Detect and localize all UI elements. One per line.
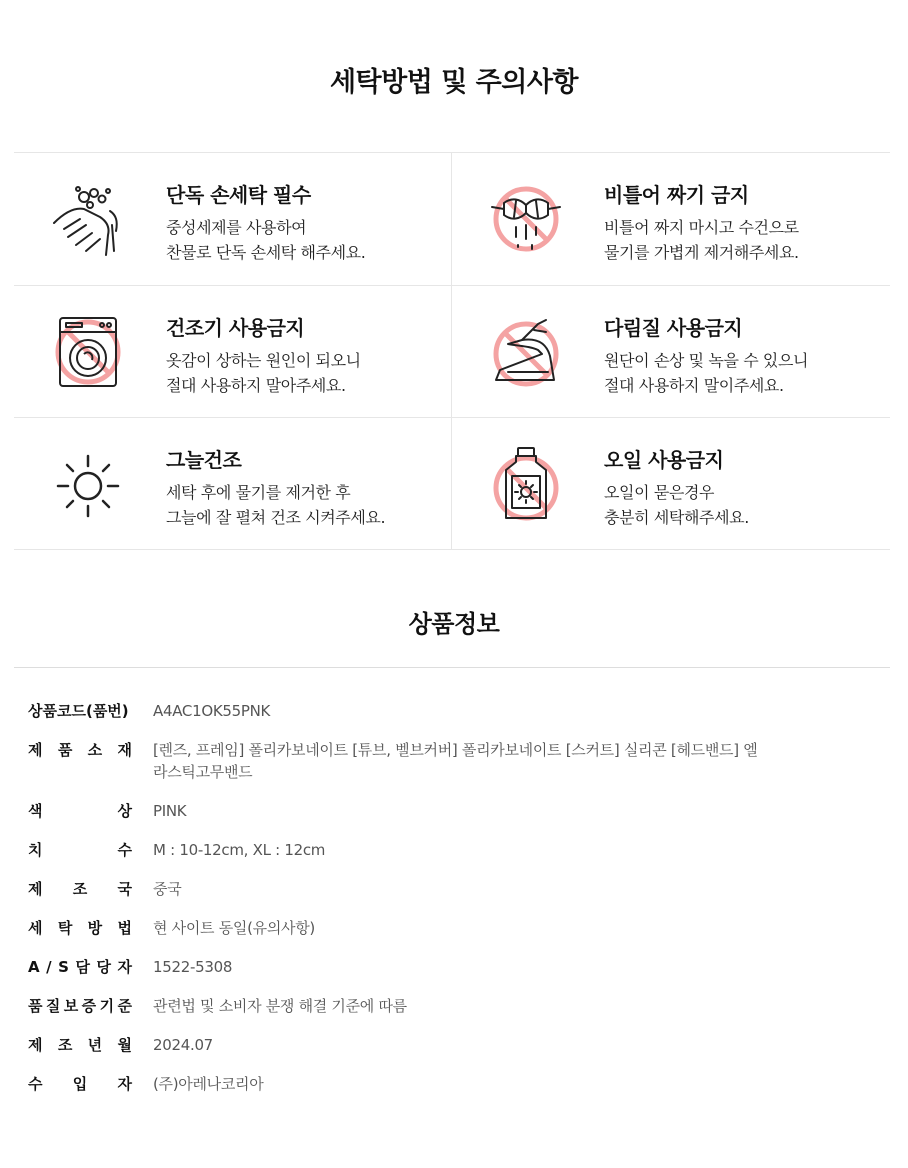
info-row <box>28 1073 888 1095</box>
care-item-title: 건조기 사용금지 <box>166 316 305 340</box>
care-item-handwash <box>14 153 451 285</box>
no-oil-icon <box>488 446 564 522</box>
sun-icon <box>50 446 126 522</box>
info-label: 제 품 소 재 <box>28 741 132 759</box>
info-value: [렌즈, 프레임] 폴리카보네이트 [튜브, 벨브커버] 폴리카보네이트 [스커트] 실리콘 [헤드밴드] 엘라스틱고무밴드 <box>153 741 758 781</box>
info-label: 색 상 <box>28 802 132 820</box>
info-value: M : 10-12cm, XL : 12cm <box>153 841 326 859</box>
info-row <box>28 700 888 722</box>
info-row <box>28 956 888 978</box>
care-item-shade-dry <box>14 418 451 550</box>
care-item-title: 그늘건조 <box>166 448 242 472</box>
care-item-no-dryer <box>14 286 451 418</box>
info-label: 세 탁 방 법 <box>28 919 132 937</box>
care-item-no-wring <box>452 153 889 285</box>
care-item-title: 비틀어 짜기 금지 <box>604 183 749 207</box>
info-label: 상품코드(품번) <box>28 702 129 720</box>
product-info-table <box>28 700 888 1112</box>
care-item-title: 다림질 사용금지 <box>604 316 743 340</box>
no-iron-icon <box>488 314 564 390</box>
info-value: 1522-5308 <box>153 958 233 976</box>
info-value: 2024.07 <box>153 1036 213 1054</box>
info-row <box>28 800 888 822</box>
handwash-icon <box>50 181 126 257</box>
info-value: 현 사이트 동일(유의사항) <box>153 919 315 937</box>
info-row <box>28 917 888 939</box>
care-item-description: 원단이 손상 및 녹을 수 있으니 절대 사용하지 말이주세요. <box>604 351 809 395</box>
care-item-description: 오일이 묻은경우 충분히 세탁해주세요. <box>604 483 749 527</box>
info-row <box>28 1034 888 1056</box>
product-info-title: 상품정보 <box>408 610 500 638</box>
care-section-title: 세탁방법 및 주의사항 <box>329 67 579 98</box>
care-grid <box>14 152 890 550</box>
info-label: 제 조 년 월 <box>28 1036 132 1054</box>
care-item-description: 중성세제를 사용하여 찬물로 단독 손세탁 해주세요. <box>166 218 366 262</box>
info-value: 관련법 및 소비자 분쟁 해결 기준에 따름 <box>153 997 407 1015</box>
info-label: 수 입 자 <box>28 1075 132 1093</box>
info-row <box>28 739 888 783</box>
info-value: 중국 <box>153 880 182 898</box>
no-dryer-icon <box>50 314 126 390</box>
info-row <box>28 995 888 1017</box>
info-label: A / S 담 당 자 <box>28 958 132 976</box>
care-item-description: 옷감이 상하는 원인이 되오니 절대 사용하지 말아주세요. <box>166 351 361 395</box>
section-divider <box>14 667 890 668</box>
care-item-description: 비틀어 짜지 마시고 수건으로 물기를 가볍게 제거해주세요. <box>604 218 799 262</box>
info-label: 품 질 보 증 기 준 <box>28 997 132 1015</box>
care-item-no-iron <box>452 286 889 418</box>
info-value: A4AC1OK55PNK <box>153 702 271 720</box>
no-wring-icon <box>488 181 564 257</box>
care-item-no-oil <box>452 418 889 550</box>
care-item-title: 단독 손세탁 필수 <box>166 183 311 207</box>
info-row <box>28 839 888 861</box>
care-item-title: 오일 사용금지 <box>604 448 724 472</box>
care-item-description: 세탁 후에 물기를 제거한 후 그늘에 잘 펼쳐 건조 시켜주세요. <box>166 483 386 527</box>
info-label: 제 조 국 <box>28 880 132 898</box>
info-value: PINK <box>153 802 187 820</box>
info-row <box>28 878 888 900</box>
info-label: 치 수 <box>28 841 132 859</box>
info-value: (주)아레나코리아 <box>153 1075 264 1093</box>
